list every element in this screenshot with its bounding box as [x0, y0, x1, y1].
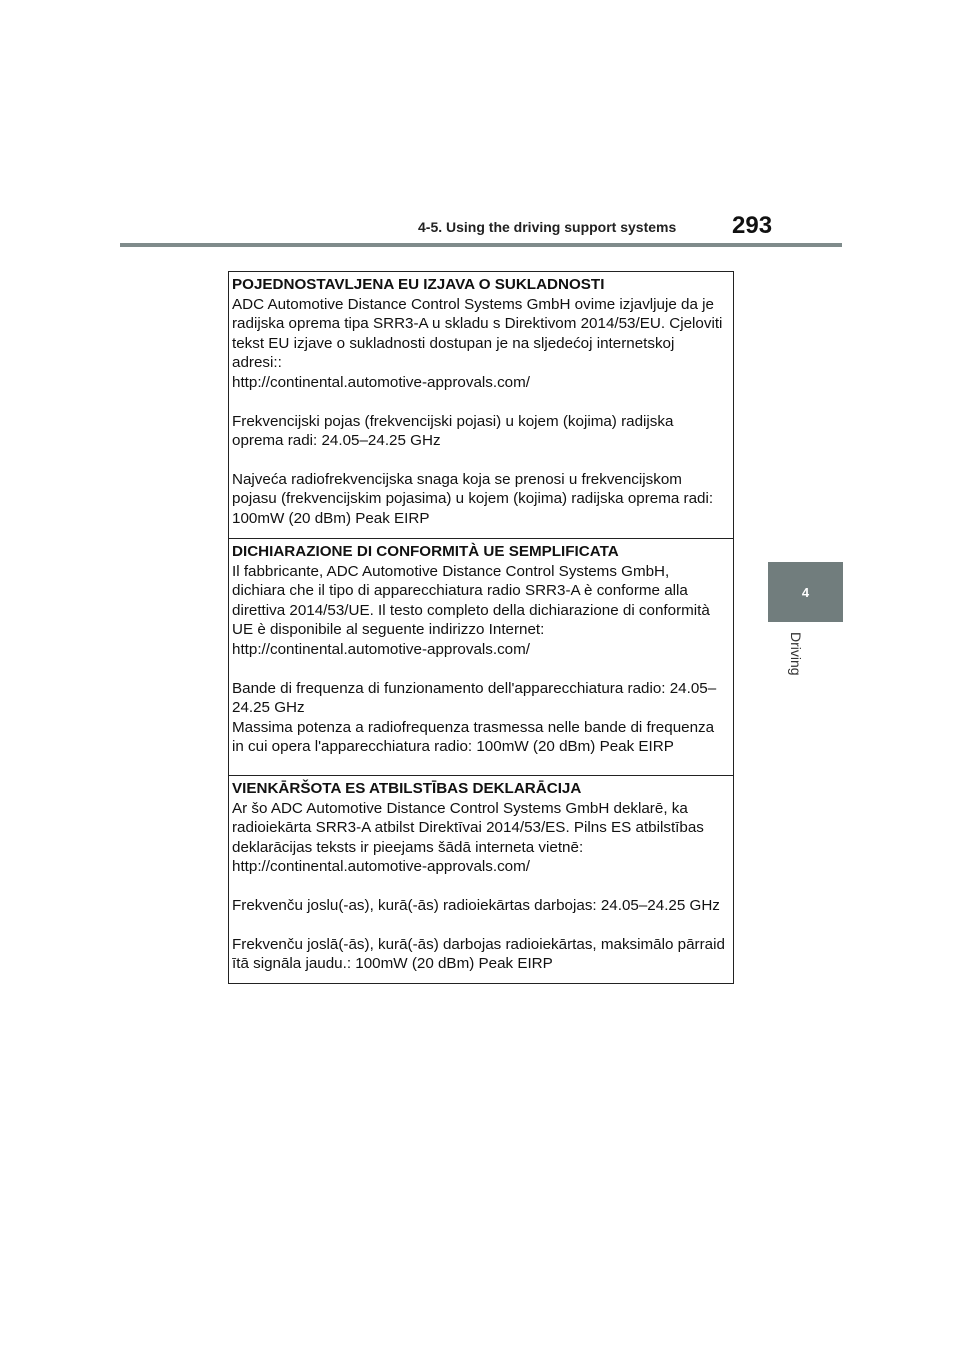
declaration-paragraph: [232, 412, 733, 451]
text-line: direttiva 2014/53/UE. Il testo completo della dichiarazione di conformità: [232, 601, 710, 619]
text-line: Frekvenču joslu(-as), kurā(-ās) radioiekārtas darbojas: 24.05–24.25 GHz: [232, 896, 720, 914]
declaration-title: DICHIARAZIONE DI CONFORMITÀ UE SEMPLIFICATA: [232, 543, 619, 560]
declaration-paragraph: [232, 679, 733, 757]
page-number: 293: [732, 212, 773, 239]
declaration-section-italian: [229, 538, 733, 775]
text-line: deklarācijas teksts ir pieejams šādā interneta vietnē:: [232, 838, 584, 856]
text-line: in cui opera l'apparecchiatura radio: 100mW (20 dBm) Peak EIRP: [232, 738, 674, 756]
chapter-name: Driving: [788, 632, 804, 676]
declaration-paragraph: [232, 935, 733, 974]
text-line: oprema radi: 24.05–24.25 GHz: [232, 432, 441, 450]
text-line: dichiara che il tipo di apparecchiatura radio SRR3-A è conforme alla: [232, 582, 688, 600]
text-line: tekst EU izjave o sukladnosti dostupan je na sljedećoj internetskoj: [232, 334, 675, 352]
text-line: 24.25 GHz: [232, 699, 305, 717]
header-divider: [120, 243, 842, 247]
text-line: Ar šo ADC Automotive Distance Control Systems GmbH deklarē, ka: [232, 799, 688, 817]
chapter-label: [784, 632, 808, 692]
declaration-title: POJEDNOSTAVLJENA EU IZJAVA O SUKLADNOSTI: [232, 276, 605, 293]
chapter-number: 4: [801, 584, 810, 600]
chapter-tab[interactable]: [768, 562, 843, 622]
declaration-box: [228, 271, 734, 984]
declaration-paragraph: [232, 896, 733, 916]
text-line: Il fabbricante, ADC Automotive Distance Control Systems GmbH,: [232, 562, 670, 580]
text-line: radioiekārta SRR3-A atbilst Direktīvai 2014/53/ES. Pilns ES atbilstības: [232, 819, 704, 837]
text-line: 100mW (20 dBm) Peak EIRP: [232, 509, 430, 527]
text-line: adresi::: [232, 354, 282, 372]
declaration-paragraph: [232, 295, 733, 393]
text-line: Bande di frequenza di funzionamento dell'apparecchiatura radio: 24.05–: [232, 679, 717, 697]
text-line: ītā signāla jaudu.: 100mW (20 dBm) Peak EIRP: [232, 955, 553, 973]
declaration-paragraph: [232, 799, 733, 877]
text-line: Najveća radiofrekvencijska snaga koja se prenosi u frekvencijskom: [232, 470, 682, 488]
text-line: radijska oprema tipa SRR3-A u skladu s Direktivom 2014/53/EU. Cjeloviti: [232, 315, 723, 333]
text-line: pojasu (frekvencijskim pojasima) u kojem (kojima) radijska oprema radi:: [232, 490, 714, 508]
section-title: 4-5. Using the driving support systems: [418, 219, 677, 235]
url-line: http://continental.automotive-approvals.com/: [232, 373, 531, 391]
declaration-section-croatian: [229, 272, 733, 537]
text-line: ADC Automotive Distance Control Systems GmbH ovime izjavljuje da je: [232, 295, 714, 313]
text-line: Frekvencijski pojas (frekvencijski pojasi) u kojem (kojima) radijska: [232, 412, 674, 430]
text-line: Frekvenču joslā(-ās), kurā(-ās) darbojas radioiekārtas, maksimālo pārraid: [232, 935, 725, 953]
declaration-section-latvian: [229, 775, 733, 985]
declaration-paragraph: [232, 562, 733, 660]
declaration-title: VIENKĀRŠOTA ES ATBILSTĪBAS DEKLARĀCIJA: [232, 780, 582, 797]
url-line: http://continental.automotive-approvals.com/: [232, 640, 531, 658]
text-line: Massima potenza a radiofrequenza trasmessa nelle bande di frequenza: [232, 718, 715, 736]
text-line: UE è disponibile al seguente indirizzo Internet:: [232, 621, 545, 639]
url-line: http://continental.automotive-approvals.com/: [232, 858, 531, 876]
declaration-paragraph: [232, 470, 733, 529]
